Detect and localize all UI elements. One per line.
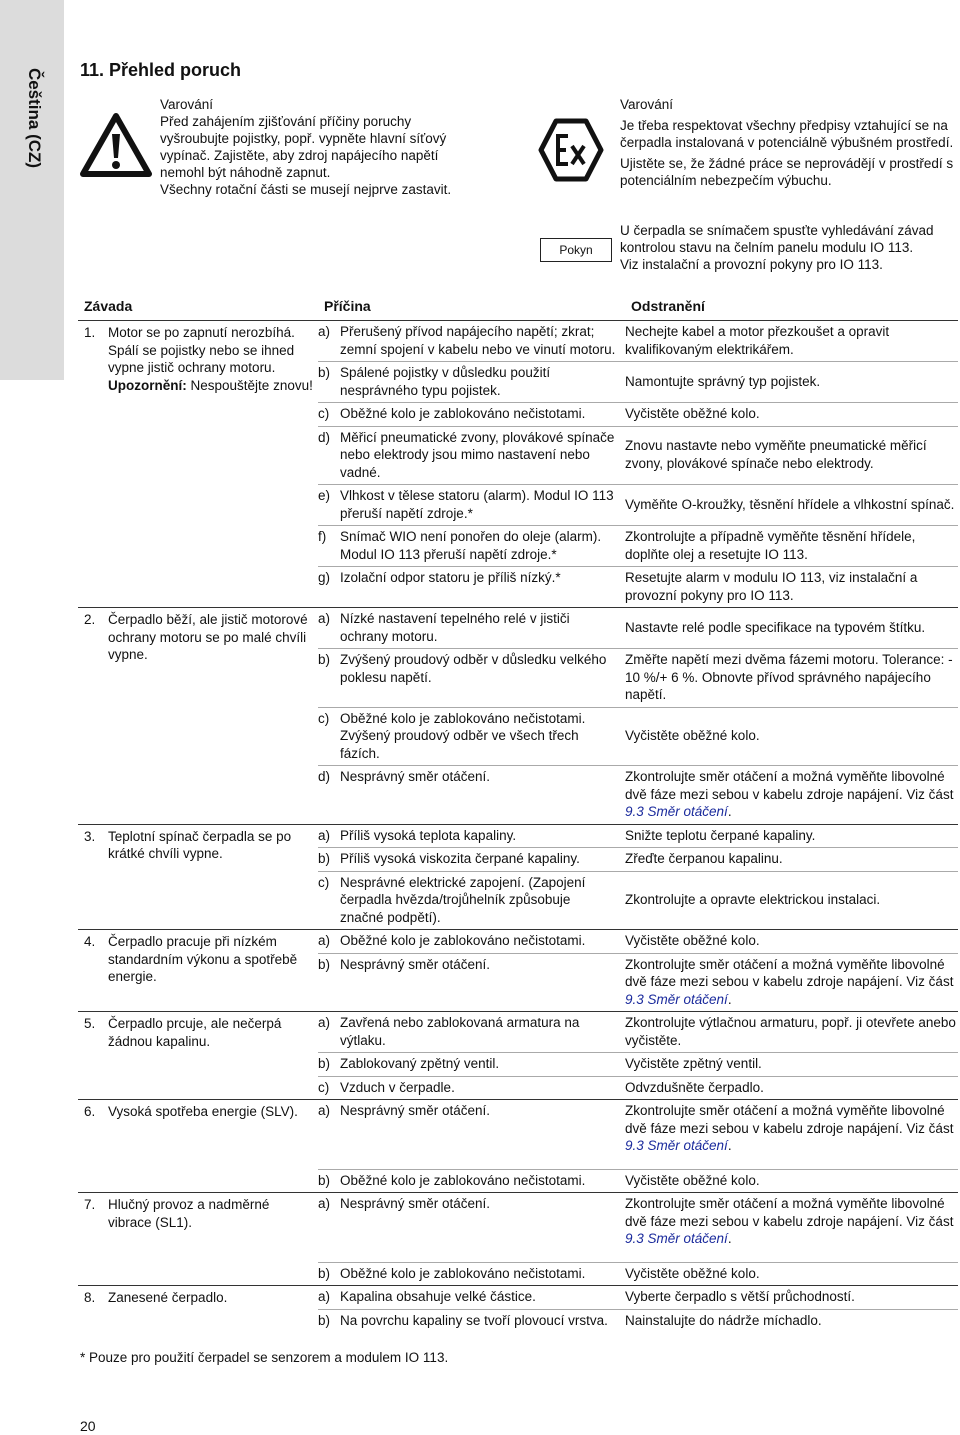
cause-row [318,1012,958,1053]
table-body [78,321,958,1332]
cause-row [318,567,958,607]
cause-letter: c) [318,710,330,726]
cause-cell [318,930,625,953]
fault-number: 1. [84,325,96,340]
table-row [78,825,958,931]
warning-block-general [160,96,480,198]
cause-text: Oběžné kolo je zablokováno nečistotami. Zvýšený proudový odběr ve všech třech fázích. [340,710,586,761]
remedy-text-wrap [625,373,820,391]
cause-letter: a) [318,1289,331,1304]
fault-line [84,1196,314,1231]
fault-cell [78,825,318,930]
remedy-text: Vyčistěte zpětný ventil. [625,1056,762,1071]
cause-cell [318,608,625,648]
fault-cell [78,321,318,607]
remedy-cell [625,1012,958,1052]
remedy-text-wrap [625,891,880,909]
remedy-text-wrap [625,1288,855,1306]
remedy-cell [625,708,958,766]
fault-number: 4. [84,934,96,949]
remedy-text-wrap [625,496,954,514]
fault-description: Zanesené čerpadlo. [108,1290,228,1305]
fault-number: 7. [84,1197,96,1212]
fault-number: 5. [84,1016,96,1031]
fault-text [108,611,314,664]
cause-text: Zavřená nebo zablokovaná armatura na výtlaku. [340,1015,580,1048]
fault-text [108,1196,314,1231]
remedy-text-wrap [625,1102,958,1155]
remedy-cell [625,608,958,648]
cause-row [318,608,958,649]
cause-letter: b) [318,365,331,380]
remedy-end: . [727,991,732,1007]
language-label: Čeština (CZ) [25,67,44,169]
remedy-cell [625,1053,958,1076]
table-row [78,1193,958,1286]
cause-text: Zvýšený proudový odběr v důsledku velkého poklesu napětí. [340,652,607,685]
section-reference: 9.3 Směr otáčení [625,1138,728,1153]
cause-cell [318,1263,625,1286]
warning-text: Ujistěte se, že žádné práce se neprovádějí v prostředí s potenciálním nebezpečím výbuchu. [620,156,954,188]
table-row [78,321,958,608]
cause-row [318,1100,958,1170]
fault-line [84,611,314,664]
cause-text: Nesprávný směr otáčení. [340,1196,491,1211]
remedy-text: Zkontrolujte a opravte elektrickou instalaci. [625,892,881,907]
remedy-cell [625,427,958,485]
cause-row [318,848,958,872]
cause-cell [318,649,625,707]
remedy-cell [625,825,958,848]
remedy-cell [625,1100,958,1169]
remedy-text: Namontujte správný typ pojistek. [625,373,821,389]
cause-row [318,1170,958,1193]
remedy-text: Zkontrolujte směr otáčení a možná vyměňte libovolné dvě fáze mezi sebou v kabelu zdroje napájení. Viz část [625,956,954,989]
warning-text: Je třeba respektovat všechny předpisy vztahující se na čerpadla instalovaná v potenciálně výbušném prostředí. [620,118,954,150]
remedy-text-wrap [625,437,958,472]
cause-letter: e) [318,488,331,503]
cause-cell [318,1100,625,1169]
remedy-text: Zřeďte čerpanou kapalinu. [625,851,783,866]
cause-row [318,1077,958,1100]
cause-text: Nesprávný směr otáčení. [340,956,491,972]
cause-row [318,825,958,849]
remedy-cell [625,526,958,566]
remedy-text-wrap [625,528,958,563]
warning-text: Před zahájením zjišťování příčiny poruchy vyšroubujte pojistky, popř. vypněte hlavní síťový vypínač. Zajistěte, aby zdroj napájecího napětí nemohl být náhodně zapnut. [160,114,447,180]
cause-text: Oběžné kolo je zablokováno nečistotami. [340,1172,586,1188]
remedy-text-wrap [625,1312,822,1330]
fault-cell [78,1286,318,1332]
note-text: Viz instalační a provozní pokyny pro IO 113. [620,257,883,272]
cause-text: Kapalina obsahuje velké částice. [340,1289,536,1304]
cause-text: Spálené pojistky v důsledku použití nesprávného typu pojistek. [340,365,551,398]
cause-text: Přerušený přívod napájecího napětí; zkrat; zemní spojení v kabelu nebo ve vinutí motoru. [340,324,616,357]
cause-letter: b) [318,956,331,972]
cause-letter: b) [318,1265,331,1281]
fault-text [108,1103,314,1121]
remedy-cell [625,848,958,871]
fault-line [84,933,314,986]
remedy-cell [625,321,958,361]
fault-number: 3. [84,828,96,844]
cause-letter: a) [318,827,331,843]
table-row [78,1100,958,1193]
table-row [78,1286,958,1332]
cause-text: Snímač WIO není ponořen do oleje (alarm). Modul IO 113 přeruší napětí zdroje.* [340,529,602,562]
remedy-text-wrap [625,850,783,868]
cause-text: Zablokovaný zpětný ventil. [340,1056,500,1071]
cause-cell [318,848,625,871]
remedy-text: Vyčistěte oběžné kolo. [625,406,760,421]
header-remedy: Odstranění [631,298,705,314]
remedy-text-wrap [625,768,958,821]
note-text: U čerpadla se snímačem spusťte vyhledávání závad kontrolou stavu na čelním panelu modulu IO 113. [620,223,934,255]
cause-cell [318,1286,625,1309]
cause-cell [318,1053,625,1076]
remedy-text: Vyberte čerpadlo s větší průchodností. [625,1289,855,1304]
cause-row [318,362,958,403]
cause-row [318,1193,958,1263]
cause-text: Oběžné kolo je zablokováno nečistotami. [340,406,586,421]
remedy-cell [625,1193,958,1262]
remedy-text: Vyčistěte oběžné kolo. [625,728,760,743]
cause-row [318,930,958,954]
remedy-end: . [727,1138,732,1153]
fault-cell [78,1012,318,1099]
cause-row [318,1053,958,1077]
causes-cell [318,1100,958,1192]
warning-triangle-icon [80,112,152,178]
note-label-box: Pokyn [540,238,612,262]
cause-letter: d) [318,429,331,445]
fault-description: Teplotní spínač čerpadla se po krátké chvíli vypne. [108,828,292,861]
remedy-text: Resetujte alarm v modulu IO 113, viz instalační a provozní pokyny pro IO 113. [625,570,918,603]
causes-cell [318,825,958,930]
cause-text: Nesprávný směr otáčení. [340,769,491,784]
remedy-text: Vyčistěte oběžné kolo. [625,1265,760,1281]
remedy-text-wrap [625,1014,958,1049]
fault-cell [78,1100,318,1192]
remedy-text-wrap [625,1079,764,1097]
causes-cell [318,321,958,607]
cause-row [318,403,958,427]
section-reference: 9.3 Směr otáčení [625,1231,728,1246]
remedy-cell [625,485,958,525]
remedy-cell [625,1310,958,1333]
remedy-cell [625,1170,958,1193]
header-fault: Závada [84,298,133,314]
cause-cell [318,485,625,525]
section-reference: 9.3 Směr otáčení [625,804,728,819]
footnote: * Pouze pro použití čerpadel se senzorem a modulem IO 113. [80,1350,449,1365]
fault-description: Motor se po zapnutí nerozbíhá. Spálí se pojistky nebo se ihned vypne jistič ochrany motoru. [108,325,295,375]
cause-cell [318,1012,625,1052]
fault-warning-text: Nespouštějte znovu! [190,377,313,393]
cause-cell [318,526,625,566]
cause-text: Vzduch v čerpadle. [340,1079,455,1095]
fault-cell [78,930,318,1011]
section-reference: 9.3 Směr otáčení [625,991,728,1007]
fault-line [84,1015,314,1050]
cause-cell [318,1077,625,1100]
remedy-text: Nainstalujte do nádrže míchadlo. [625,1312,822,1328]
remedy-text: Změřte napětí mezi dvěma fázemi motoru. Tolerance: - 10 %/+ 6 %. Obnovte přívod správného napájecího napětí. [625,652,953,702]
remedy-text: Nechejte kabel a motor přezkoušet a opravit kvalifikovaným elektrikářem. [625,324,890,357]
remedy-text-wrap [625,956,958,1009]
causes-cell [318,930,958,1011]
fault-text [108,324,314,394]
fault-description: Čerpadlo běží, ale jistič motorové ochrany motoru se po malé chvíli vypne. [108,612,308,662]
cause-letter: f) [318,529,327,544]
remedy-text-wrap [625,1195,958,1248]
cause-letter: c) [318,874,330,890]
cause-row [318,1286,958,1310]
cause-letter: b) [318,652,331,667]
remedy-text: Zkontrolujte směr otáčení a možná vyměňte libovolné dvě fáze mezi sebou v kabelu zdroje napájení. Viz část [625,1196,954,1229]
remedy-text-wrap [625,827,815,845]
cause-letter: b) [318,851,331,866]
cause-cell [318,954,625,1012]
fault-cell [78,608,318,824]
cause-cell [318,872,625,930]
remedy-cell [625,1077,958,1100]
cause-text: Oběžné kolo je zablokováno nečistotami. [340,933,586,948]
cause-text: Izolační odpor statoru je příliš nízký.* [340,570,561,585]
remedy-text: Vyčistěte oběžné kolo. [625,933,760,948]
cause-row [318,1263,958,1286]
cause-letter: b) [318,1172,331,1188]
warning-text: Všechny rotační části se musejí nejprve zastavit. [160,182,452,197]
cause-letter: d) [318,769,331,784]
fault-table [78,296,958,1332]
cause-row [318,1310,958,1333]
cause-text: Měřicí pneumatické zvony, plovákové spínače nebo elektrody jsou mimo nastavení nebo vadné. [340,429,615,480]
remedy-cell [625,362,958,402]
remedy-text: Odvzdušněte čerpadlo. [625,1079,764,1095]
remedy-text: Zkontrolujte výtlačnou armaturu, popř. ji otevřete anebo vyčistěte. [625,1015,956,1048]
cause-cell [318,1193,625,1262]
cause-cell [318,321,625,361]
table-row [78,930,958,1012]
remedy-text: Zkontrolujte směr otáčení a možná vyměňte libovolné dvě fáze mezi sebou v kabelu zdroje napájení. Viz část [625,769,954,802]
cause-row [318,954,958,1012]
remedy-text: Zkontrolujte a případně vyměňte těsnění hřídele, doplňte olej a resetujte IO 113. [625,529,916,562]
causes-cell [318,1193,958,1285]
cause-cell [318,427,625,485]
fault-description: Hlučný provoz a nadměrné vibrace (SL1). [108,1197,270,1230]
remedy-end: . [727,804,732,819]
cause-cell [318,1310,625,1333]
remedy-cell [625,766,958,824]
remedy-text: Snižte teplotu čerpané kapaliny. [625,827,816,843]
fault-line [84,828,314,863]
cause-row [318,708,958,767]
table-row [78,1012,958,1100]
fault-text [108,1015,314,1050]
causes-cell [318,1012,958,1099]
remedy-text-wrap [625,651,958,704]
remedy-text: Znovu nastavte nebo vyměňte pneumatické měřicí zvony, plovákové spínače nebo elektrody. [625,438,927,471]
cause-text: Nesprávný směr otáčení. [340,1103,491,1118]
cause-row [318,526,958,567]
remedy-cell [625,954,958,1012]
fault-cell [78,1193,318,1285]
cause-letter: c) [318,1079,330,1095]
remedy-text-wrap [625,1055,762,1073]
remedy-text-wrap [625,1172,760,1190]
remedy-cell [625,649,958,707]
cause-letter: a) [318,1103,331,1118]
cause-cell [318,403,625,426]
causes-cell [318,608,958,824]
fault-number: 6. [84,1104,96,1119]
cause-letter: a) [318,1015,331,1030]
page-number: 20 [80,1418,96,1434]
fault-number: 2. [84,612,96,627]
remedy-text-wrap [625,323,958,358]
cause-cell [318,567,625,607]
cause-text: Na povrchu kapaliny se tvoří plovoucí vrstva. [340,1312,608,1328]
cause-text: Příliš vysoká viskozita čerpané kapaliny. [340,851,580,866]
cause-cell [318,825,625,848]
fault-text [108,933,314,986]
remedy-text: Vyměňte O-kroužky, těsnění hřídele a vlhkostní spínač. [625,496,955,512]
remedy-end: . [727,1231,732,1246]
fault-line [84,1103,314,1121]
cause-letter: g) [318,570,331,585]
cause-text: Vlhkost v tělese statoru (alarm). Modul IO 113 přeruší napětí zdroje.* [340,488,614,521]
language-side-tab [0,0,64,380]
warning-heading: Varování [620,97,674,112]
header-cause: Příčina [324,298,371,314]
cause-letter: a) [318,324,331,339]
cause-letter: a) [318,611,331,626]
table-row [78,608,958,825]
cause-row [318,321,958,362]
remedy-text-wrap [625,727,760,745]
cause-letter: a) [318,1196,331,1211]
cause-text: Nízké nastavení tepelného relé v jističi ochrany motoru. [340,611,570,644]
cause-row [318,872,958,930]
cause-letter: c) [318,406,330,421]
remedy-cell [625,403,958,426]
cause-row [318,485,958,526]
cause-text: Nesprávné elektrické zapojení. (Zapojení čerpadla hvězda/trojůhelník způsobuje značné podpětí). [340,874,586,925]
remedy-cell [625,872,958,930]
cause-text: Oběžné kolo je zablokováno nečistotami. [340,1265,586,1281]
cause-row [318,427,958,486]
cause-cell [318,362,625,402]
remedy-text: Nastavte relé podle specifikace na typovém štítku. [625,619,926,635]
fault-line [84,1289,314,1307]
remedy-text-wrap [625,405,760,423]
warning-block-explosion [620,96,955,193]
fault-description: Čerpadlo pracuje při nízkém standardním výkonu a spotřebě energie. [108,934,298,984]
fault-description: Vysoká spotřeba energie (SLV). [108,1104,298,1119]
remedy-cell [625,1286,958,1309]
fault-text [108,828,314,863]
cause-letter: b) [318,1056,331,1071]
table-header [78,296,958,321]
fault-line [84,324,314,394]
cause-letter: b) [318,1312,331,1328]
fault-number: 8. [84,1290,96,1305]
causes-cell [318,1286,958,1332]
cause-cell [318,766,625,824]
cause-text: Příliš vysoká teplota kapaliny. [340,827,517,843]
remedy-text-wrap [625,1265,760,1283]
remedy-text: Zkontrolujte směr otáčení a možná vyměňte libovolné dvě fáze mezi sebou v kabelu zdroje napájení. Viz část [625,1103,954,1136]
section-title: 11. Přehled poruch [80,60,242,80]
cause-letter: a) [318,933,331,948]
cause-cell [318,708,625,766]
remedy-cell [625,930,958,953]
remedy-text-wrap [625,619,925,637]
fault-warning-label: Upozornění: [108,377,187,393]
cause-row [318,766,958,824]
remedy-cell [625,1263,958,1286]
ex-explosion-hexagon-icon [538,118,604,182]
remedy-text-wrap [625,569,958,604]
fault-description: Čerpadlo prcuje, ale nečerpá žádnou kapalinu. [108,1016,282,1049]
warning-heading: Varování [160,97,214,112]
cause-cell [318,1170,625,1193]
remedy-text-wrap [625,932,760,950]
cause-row [318,649,958,708]
fault-text [108,1289,314,1307]
note-block [620,222,958,273]
remedy-text: Vyčistěte oběžné kolo. [625,1172,760,1188]
remedy-cell [625,567,958,607]
